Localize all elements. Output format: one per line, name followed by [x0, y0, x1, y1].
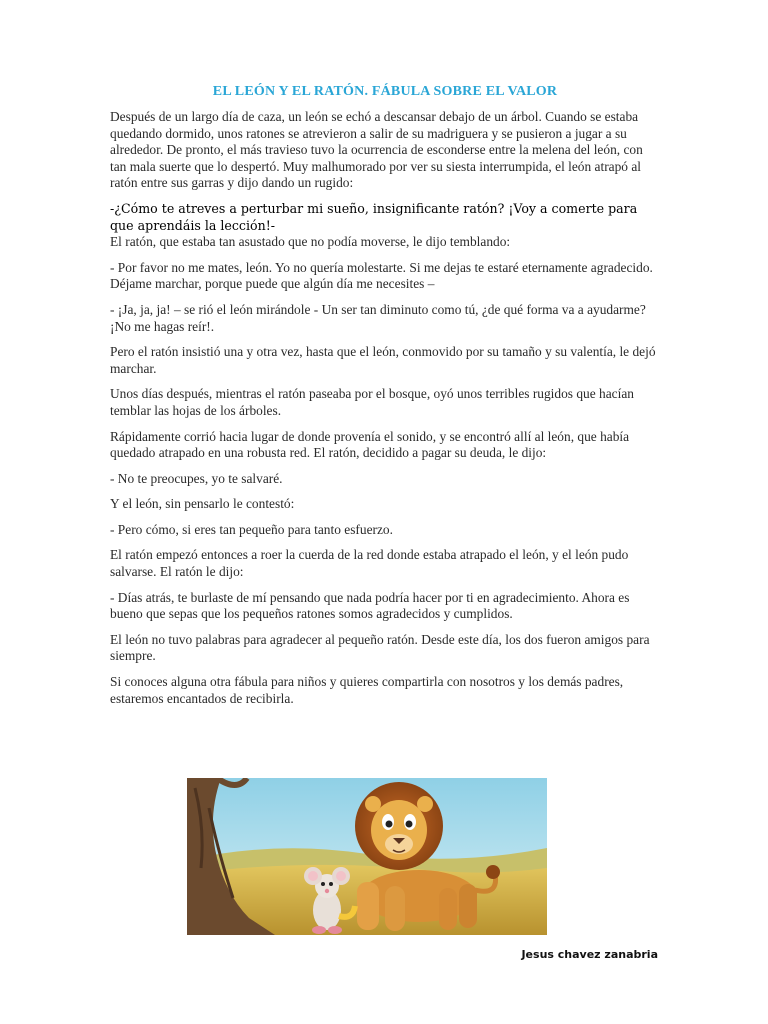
paragraph-share-invite: Si conoces alguna otra fábula para niños y quieres compartirla con nosotros y los demás padres, estaremos encantados de recibirla.: [110, 674, 624, 706]
paragraph-i-will-save-you: - No te preocupes, yo te salvaré.: [110, 470, 283, 486]
paragraph-mouse-released: Pero el ratón insistió una y otra vez, hasta que el león, conmovido por su tamaño y su valentía, le dejó marchar.: [110, 344, 656, 376]
author-signature: Jesus chavez zanabria: [521, 948, 658, 961]
paragraph-lion-laughs: - ¡Ja, ja, ja! – se rió el león mirándole - Un ser tan diminuto como tú, ¿de qué forma va a ayudarme? ¡No me hagas reír!.: [110, 301, 646, 334]
paragraph-roars: Unos días después, mientras el ratón paseaba por el bosque, oyó unos terribles rugidos que hacían temblar las hojas de los árboles.: [110, 386, 634, 418]
paragraph-mouse-grateful: - Días atrás, te burlaste de mí pensando que nada podría hacer por ti en agradecimiento. Ahora es bueno que sepas que los pequeños ratones somos agradecidos y cumplidos.: [110, 589, 630, 622]
paragraph-friends-forever: El león no tuvo palabras para agradecer al pequeño ratón. Desde este día, los dos fueron amigos para siempre.: [110, 631, 650, 664]
paragraph-intro: Después de un largo día de caza, un león se echó a descansar debajo de un árbol. Cuando se estaba quedando dormido, unos ratones se atrevieron a salir de su madriguera y se pusieron a jugar a su alrededor. De pronto, el más travieso tuvo la ocurrencia de esconderse entre la melena del león, con tan mala suerte que lo despertó. Muy malhumorado por ver su siesta interrumpida, el león atrapó al ratón entre sus garras y dijo dando un rugido:: [110, 109, 643, 191]
paragraph-gnaws-rope: El ratón empezó entonces a roer la cuerda de la red donde estaba atrapado el león, y el león pudo salvarse. El ratón le dijo:: [110, 547, 629, 580]
paragraph-lion-threat: -¿Cómo te atreves a perturbar mi sueño, insignificante ratón? ¡Voy a comerte para que aprendáis la lección!-: [110, 200, 638, 233]
paragraph-too-small: - Pero cómo, si eres tan pequeño para tanto esfuerzo.: [110, 521, 393, 537]
document-body: [110, 84, 660, 716]
paragraph-mouse-plea: - Por favor no me mates, león. Yo no quería molestarte. Si me dejas te estaré eternamente agradecido. Déjame marchar, porque puede que algún día me necesites –: [110, 259, 653, 292]
paragraph-lion-answers: Y el león, sin pensarlo le contestó:: [110, 496, 295, 512]
paragraph-mouse-trembling: El ratón, que estaba tan asustado que no podía moverse, le dijo temblando:: [110, 234, 511, 250]
lion-and-mouse-illustration: [187, 778, 547, 935]
document-title: EL LEÓN Y EL RATÓN. FÁBULA SOBRE EL VALOR: [212, 84, 558, 99]
paragraph-lion-trapped: Rápidamente corrió hacia lugar de donde provenía el sonido, y se encontró allí al león, que había quedado atrapado en una robusta red. El ratón, decidido a pagar su deuda, le dijo:: [110, 428, 630, 461]
